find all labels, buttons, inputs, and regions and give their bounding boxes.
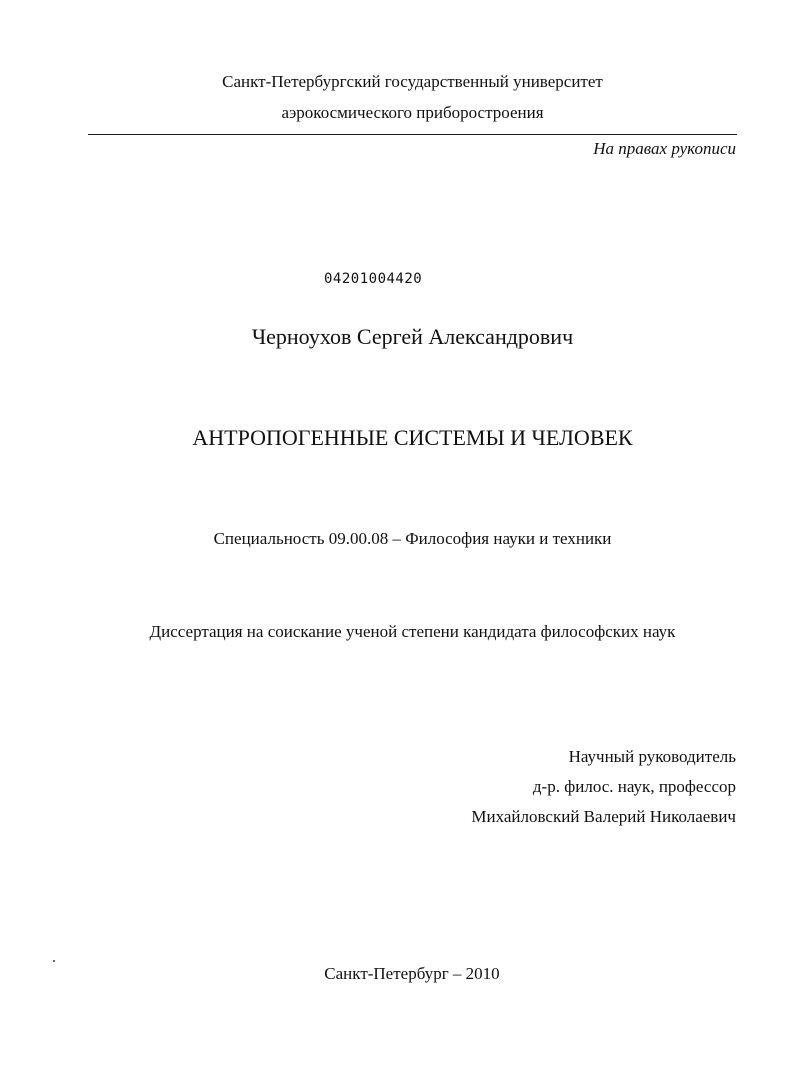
supervisor-degree: д-р. филос. наук, профессор [532, 777, 736, 796]
dissertation-title: АНТРОПОГЕННЫЕ СИСТЕМЫ И ЧЕЛОВЕК [192, 425, 633, 450]
supervisor-role: Научный руководитель [568, 747, 736, 766]
university-name-line1: Санкт-Петербургский государственный университет [222, 72, 603, 91]
scan-speck [53, 960, 55, 962]
author-name: Черноухов Сергей Александрович [251, 324, 574, 349]
dissertation-note: Диссертация на соискание ученой степени кандидата философских наук [149, 622, 676, 641]
specialty-line: Специальность 09.00.08 – Философия науки и техники [213, 529, 612, 548]
library-code: 04201004420 [324, 271, 423, 287]
supervisor-name: Михайловский Валерий Николаевич [471, 807, 736, 826]
city-year: Санкт-Петербург – 2010 [324, 964, 500, 983]
manuscript-note: На правах рукописи [593, 139, 736, 158]
university-name-line2: аэрокосмического приборостроения [281, 103, 544, 122]
supervisor-block [471, 748, 736, 838]
header-divider [88, 134, 737, 135]
